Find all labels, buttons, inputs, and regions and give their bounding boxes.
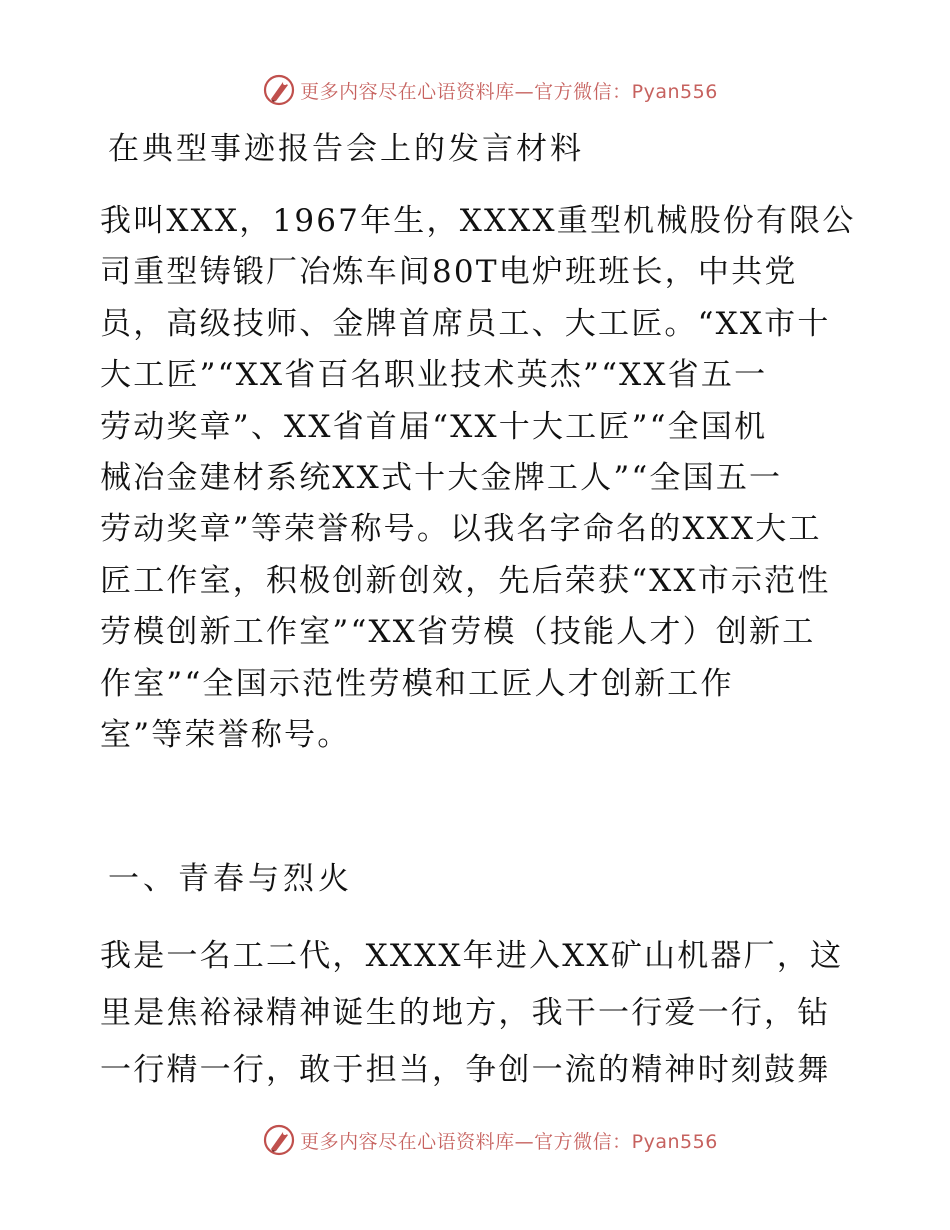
section-heading: 一、青春与烈火 — [108, 861, 353, 897]
header-watermark-group — [262, 73, 718, 107]
paragraph-line: 我是一名工二代，XXXX年进入XX矿山机器厂，这 — [100, 938, 844, 974]
document-title: 在典型事迹报告会上的发言材料 — [108, 131, 584, 167]
paragraph-line: 劳动奖章”、XX省首届“XX十大工匠”“全国机 — [100, 408, 768, 445]
header-watermark-text: 更多内容尽在心语资料库—官方微信：Pyan556 — [300, 80, 718, 103]
pen-logo-icon — [262, 1123, 296, 1157]
paragraph-line: 械冶金建材系统XX式十大金牌工人”“全国五一 — [100, 459, 783, 496]
footer-watermark-group — [262, 1123, 718, 1157]
paragraph-line: 劳动奖章”等荣誉称号。以我名字命名的XXX大工 — [100, 511, 822, 548]
paragraph-line: 里是焦裕禄精神诞生的地方，我干一行爱一行，钻 — [100, 995, 831, 1031]
paragraph-line: 员，高级技师、金牌首席员工、大工匠。“XX市十 — [100, 305, 831, 342]
paragraph-line: 作室”“全国示范性劳模和工匠人才创新工作 — [100, 665, 734, 702]
pen-logo-icon — [262, 73, 296, 107]
paragraph-line: 一行精一行，敢于担当，争创一流的精神时刻鼓舞 — [100, 1052, 831, 1088]
footer-watermark-text: 更多内容尽在心语资料库—官方微信：Pyan556 — [300, 1130, 718, 1153]
intro-paragraph — [100, 196, 860, 761]
footer-watermark — [0, 1120, 950, 1160]
paragraph-line: 劳模创新工作室”“XX省劳模（技能人才）创新工 — [100, 614, 816, 651]
paragraph-line: 我叫XXX，1967年生，XXXX重型机械股份有限公 — [100, 203, 856, 239]
header-watermark — [0, 70, 950, 110]
section-paragraph — [100, 928, 860, 1099]
paragraph-line: 大工匠”“XX省百名职业技术英杰”“XX省五一 — [100, 357, 768, 394]
paragraph-line: 室”等荣誉称号。 — [100, 716, 351, 753]
paragraph-line: 匠工作室，积极创新创效，先后荣获“XX市示范性 — [100, 562, 831, 599]
paragraph-line: 司重型铸锻厂冶炼车间80T电炉班班长，中共党 — [100, 254, 798, 291]
